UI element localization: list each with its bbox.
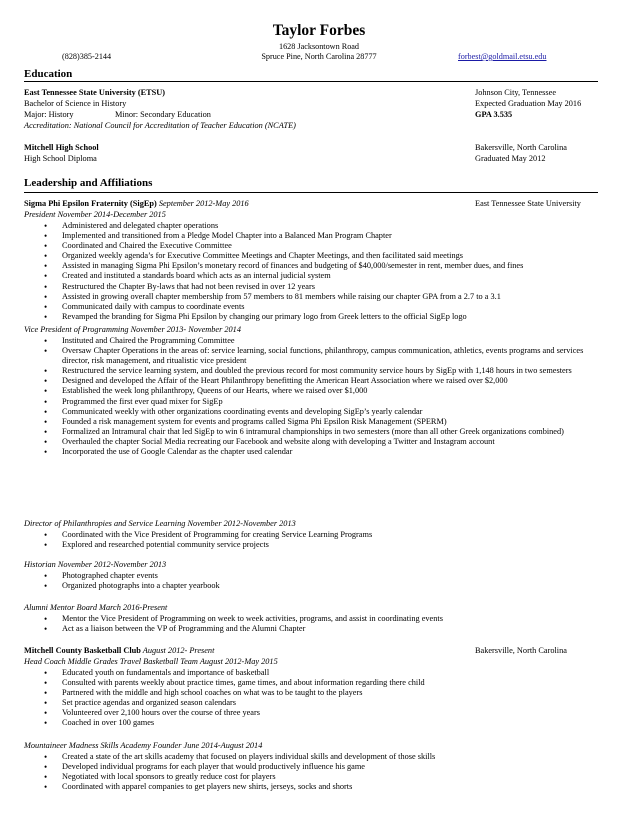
list-item: • Explored and researched potential community service projects — [24, 540, 604, 550]
bullet-list — [24, 221, 604, 322]
list-item: • Implemented and transitioned from a Pledge Model Chapter into a Balanced Man Program Chapter — [24, 231, 604, 241]
accreditation: Accreditation: National Council for Accreditation of Teacher Education (NCATE) — [24, 121, 296, 130]
list-item: • Organized weekly agenda’s for Executive Committee Meetings and Chapter Meetings, and then facilitated said meetings — [24, 251, 604, 261]
list-item: • Restructured the Chapter By-laws that had not been revised in over 12 years — [24, 282, 604, 292]
list-item: • Revamped the branding for Sigma Phi Epsilon by changing our primary logo from Greek letters to the official SigEp logo — [24, 312, 604, 322]
section-divider — [24, 192, 598, 193]
bullet-list — [24, 614, 604, 634]
role-title: Mountaineer Madness Skills Academy Founder June 2014-August 2014 — [24, 741, 263, 750]
list-item: • Established the week long philanthropy, Queens of our Hearts, where we raised over $1,000 — [24, 386, 604, 396]
bullet-list — [24, 530, 604, 550]
role-title: Historian November 2012-November 2013 — [24, 560, 167, 569]
graduation-date: Expected Graduation May 2016 — [475, 99, 582, 108]
list-item: • Communicated daily with campus to coordinate events — [24, 302, 604, 312]
list-item: • Organized photographs into a chapter yearbook — [24, 581, 604, 591]
org-location-basketball: Bakersville, North Carolina — [475, 646, 567, 655]
role-title: Vice President of Programming November 2013- November 2014 — [24, 325, 241, 334]
list-item: • Founded a risk management system for events and programs called Sigma Phi Epsilon Risk Management (SPERM) — [24, 417, 604, 427]
list-item: • Formalized an Intramural chair that led SigEp to win 6 intramural championships in two semesters (more than all other Greek organizations combined) — [24, 427, 602, 437]
list-item: • Restructured the service learning system, and doubled the previous record for most community service hours by SigEp with 1,148 hours in two semesters — [24, 366, 602, 376]
school-name-etsu: East Tennessee State University (ETSU) — [24, 88, 166, 97]
role-title: Head Coach Middle Grades Travel Basketball Team August 2012-May 2015 — [24, 657, 278, 666]
list-item: • Mentor the Vice President of Programming on week to week activities, programs, and assist in coordinating events — [24, 614, 604, 624]
degree: Bachelor of Science in History — [24, 99, 127, 108]
list-item: • Consulted with parents weekly about practice times, game times, and about information regarding there child — [24, 678, 604, 688]
list-item: • Partnered with the middle and high school coaches on what was to be taught to the players — [24, 688, 604, 698]
bullet-list — [24, 336, 604, 457]
section-heading-education: Education — [24, 68, 73, 80]
list-item: • Coordinated with the Vice President of Programming for creating Service Learning Programs — [24, 530, 604, 540]
list-item: • Volunteered over 2,100 hours over the course of three years — [24, 708, 604, 718]
section-divider — [24, 81, 598, 82]
list-item: • Assisted in growing overall chapter membership from 57 members to 81 members while raising our chapter GPA from a 2.7 to a 3.1 — [24, 292, 604, 302]
diploma: High School Diploma — [24, 154, 97, 163]
list-item: • Educated youth on fundamentals and importance of basketball — [24, 668, 604, 678]
list-item: • Created a state of the art skills academy that focused on players individual skills and development of those skills — [24, 752, 604, 762]
list-item: • Administered and delegated chapter operations — [24, 221, 604, 231]
org-dates: August 2012- Present — [140, 646, 215, 655]
list-item: • Photographed chapter events — [24, 571, 604, 581]
address-line-2: Spruce Pine, North Carolina 28777 — [261, 52, 377, 61]
list-item: • Developed individual programs for each player that would productively influence his game — [24, 762, 604, 772]
role-title: Alumni Mentor Board March 2016-Present — [24, 603, 168, 612]
bullet-list — [24, 752, 604, 792]
list-item: • Negotiated with local sponsors to greatly reduce cost for players — [24, 772, 604, 782]
org-location-sigep: East Tennessee State University — [475, 199, 581, 208]
list-item: • Coached in over 100 games — [24, 718, 604, 728]
role-title: President November 2014-December 2015 — [24, 210, 166, 219]
school-location-mitchell: Bakersville, North Carolina — [475, 143, 567, 152]
org-name: Sigma Phi Epsilon Fraternity (SigEp) — [24, 199, 157, 208]
list-item: • Created and instituted a standards board which acts as an internal judicial system — [24, 271, 604, 281]
gpa: GPA 3.535 — [475, 110, 513, 119]
list-item: • Coordinated with apparel companies to get players new shirts, jerseys, socks and shorts — [24, 782, 604, 792]
list-item: • Communicated weekly with other organizations coordinating events and developing SigEp’s yearly calendar — [24, 407, 604, 417]
address-line-1: 1628 Jacksontown Road — [278, 42, 360, 51]
major-minor: Major: History Minor: Secondary Education — [24, 110, 211, 119]
list-item: • Designed and developed the Affair of the Heart Philanthropy benefitting the American Heart Association where we raised over $2,000 — [24, 376, 604, 386]
list-item: • Programmed the first ever quad mixer for SigEp — [24, 397, 604, 407]
bullet-list — [24, 668, 604, 729]
diploma-date: Graduated May 2012 — [475, 154, 546, 163]
bullet-list — [24, 571, 604, 591]
list-item: • Overhauled the chapter Social Media recreating our Facebook and website along with developing a Twitter and Instagram account — [24, 437, 604, 447]
list-item: • Set practice agendas and organized season calendars — [24, 698, 604, 708]
list-item: • Oversaw Chapter Operations in the areas of: service learning, social functions, philanthropy, campus communication, athletics, events programs and services director, risk management, and ritualistic vice president — [24, 346, 602, 366]
org-name: Mitchell County Basketball Club — [24, 646, 141, 655]
list-item: • Instituted and Chaired the Programming Committee — [24, 336, 604, 346]
list-item: • Act as a liaison between the VP of Programming and the Alumni Chapter — [24, 624, 604, 634]
list-item: • Coordinated and Chaired the Executive Committee — [24, 241, 604, 251]
email-link[interactable]: forbest@goldmail.etsu.edu — [458, 52, 547, 61]
section-heading-leadership: Leadership and Affiliations — [24, 177, 153, 189]
school-location-etsu: Johnson City, Tennessee — [475, 88, 556, 97]
list-item: • Incorporated the use of Google Calendar as the chapter used calendar — [24, 447, 604, 457]
phone-number: (828)385-2144 — [62, 52, 112, 61]
list-item: • Assisted in managing Sigma Phi Epsilon’s monetary record of finances and budgeting of $40,000/semester in rent, member dues, and fines — [24, 261, 604, 271]
school-name-mitchell: Mitchell High School — [24, 143, 99, 152]
role-title: Director of Philanthropies and Service Learning November 2012-November 2013 — [24, 519, 296, 528]
candidate-name: Taylor Forbes — [272, 22, 366, 39]
org-dates: September 2012-May 2016 — [156, 199, 249, 208]
